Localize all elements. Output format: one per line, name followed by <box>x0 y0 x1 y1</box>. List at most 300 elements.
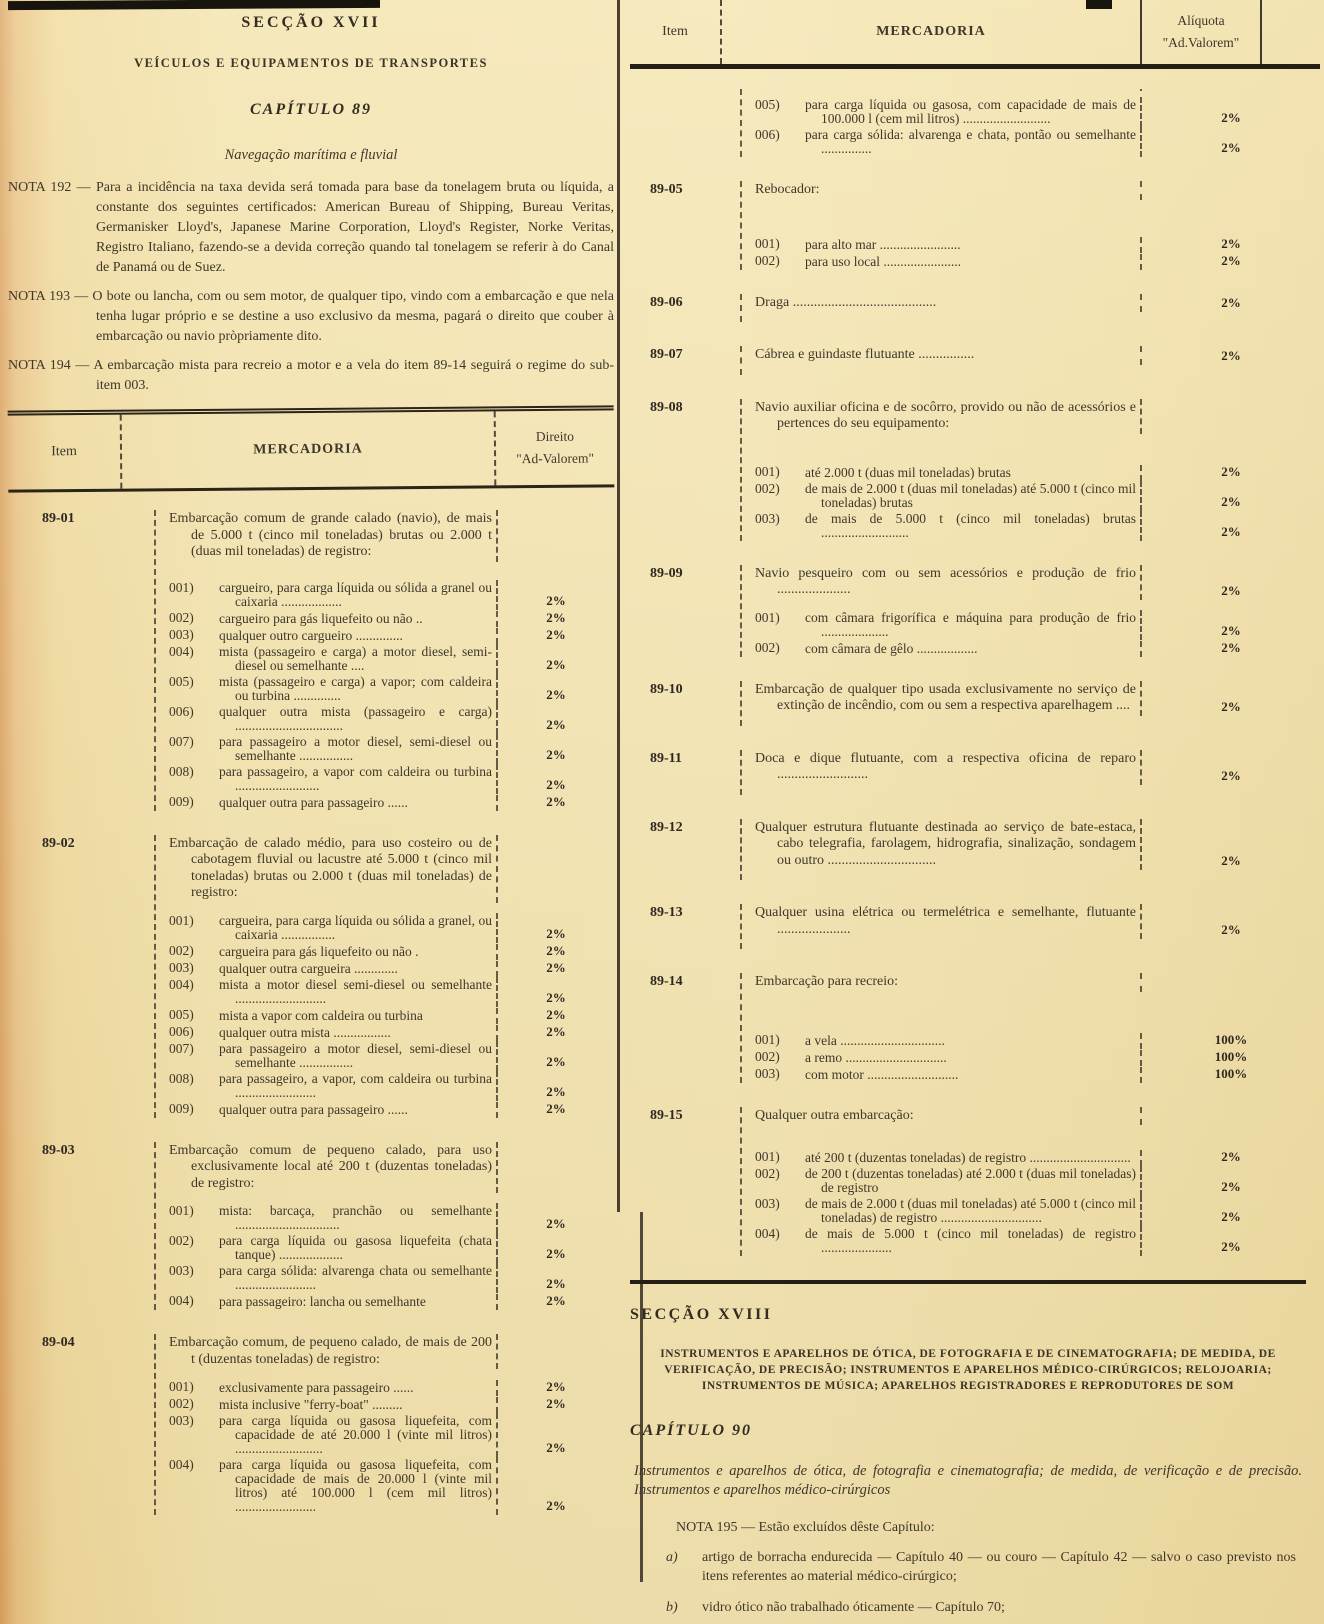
subitem-list <box>169 1379 614 1515</box>
subitem-text: a remo .............................. <box>805 1050 1142 1066</box>
tariff-entry <box>8 510 614 811</box>
entry-description <box>755 89 1142 91</box>
exclusion-item <box>630 1598 1306 1617</box>
subitem-rate: 2% <box>546 1216 566 1231</box>
entry-description-row <box>755 904 1320 939</box>
chapter-subtitle: Instrumentos e aparelhos de ótica, de fotografia e cinematografia; de medida, de verificação e de precisão. Instrumentos e aparelhos médico-cirúrgicos <box>634 1463 1302 1498</box>
subitem-text: para uso local ....................... <box>805 254 1142 270</box>
exclusion-list <box>630 1548 1306 1617</box>
subitem-number: 001) <box>169 579 194 595</box>
subitem-number: 005) <box>169 1006 194 1022</box>
entry-main <box>740 750 1320 795</box>
subitem-rate: 2% <box>546 609 566 625</box>
subitem-number: 007) <box>169 733 194 749</box>
tariff-subitem <box>755 1149 1320 1166</box>
tariff-entry <box>630 750 1320 795</box>
subitem-text: qualquer outra mista ................. <box>219 1025 498 1041</box>
tariff-subitem <box>169 610 614 627</box>
subitem-number: 002) <box>755 1048 780 1064</box>
subitem-list <box>755 1149 1320 1256</box>
section-title: SECÇÃO XVIII <box>630 1306 773 1323</box>
column-divider-rule <box>617 0 620 1212</box>
subitem-rate: 2% <box>546 1396 566 1411</box>
entry-rate: 2% <box>1221 582 1241 598</box>
table-header <box>630 0 1320 69</box>
subitem-text: para passageiro a motor diesel, semi-diesel ou semelhante ................ <box>219 1041 498 1071</box>
subitem-number: 003) <box>755 510 780 526</box>
tariff-subitem <box>755 640 1320 657</box>
header-item: Item <box>662 24 688 39</box>
subitem-rate: 2% <box>546 1053 566 1069</box>
note-text: Para a incidência na taxa devida será tomada para base da tonelagem bruta ou líquida, a constante dos seguintes certificados: American Bureau of Shipping, Bureau Veritas, Germanisker Lloyd's, Japanese Marine Corporation, Lloyd's Register, Norke Veritas, Registro Italiano, fazendo-se a devida correção quando tal tonelagem se referir à do Canal de Panamá ou de Suez. <box>95 180 614 275</box>
subitem-rate: 2% <box>546 686 566 702</box>
subitem-number: 001) <box>755 463 780 479</box>
tariff-subitem <box>755 610 1320 640</box>
tariff-subitem <box>169 1457 614 1515</box>
subitem-rate: 2% <box>546 1023 566 1039</box>
tariff-subitem <box>169 1101 614 1118</box>
subitem-text: para carga líquida ou gasosa liquefeita, com capacidade de até 20.000 l (vinte mil litros) .......................... <box>219 1413 498 1457</box>
subitem-number: 006) <box>169 703 194 719</box>
entry-description: Qualquer estrutura flutuante destinada ao serviço de bate-estaca, cabo telegrafia, farolagem, hidrografia, sinalização, sondagem ou outro ............................... <box>755 819 1142 871</box>
tariff-subitem <box>169 1396 614 1413</box>
entry-item-number: 89-11 <box>650 750 682 766</box>
entry-main <box>740 681 1320 726</box>
subitem-text: mista a vapor com caldeira ou turbina <box>219 1008 498 1024</box>
entry-item-number: 89-03 <box>42 1142 75 1158</box>
subitem-rate: 2% <box>1221 622 1241 638</box>
subitem-text: até 200 t (duzentas toneladas) de registro .............................. <box>805 1150 1142 1166</box>
exclusion-letter: a) <box>666 1550 678 1565</box>
subitem-text: de 200 t (duzentas toneladas) até 2.000 t (duas mil toneladas) de registro <box>805 1166 1142 1196</box>
tariff-subitem <box>755 253 1320 270</box>
subitem-rate: 2% <box>546 989 566 1005</box>
note-text: O bote ou lancha, com ou sem motor, de qualquer tipo, vindo com a embarcação e que nela tenha lugar próprio e se destine a uso exclusivo da mesma, pagará o direito que couber à embarcação ou navio pròpriamente dito. <box>92 289 614 344</box>
subitem-list <box>755 236 1320 270</box>
subitem-number: 009) <box>169 793 194 809</box>
entry-rate <box>1142 90 1320 91</box>
tariff-entry <box>630 181 1320 270</box>
chapter-subtitle: Navegação marítima e fluvial <box>224 147 398 163</box>
subitem-number: 004) <box>169 1457 194 1472</box>
table-body <box>630 89 1320 1256</box>
entry-item-number: 89-10 <box>650 681 683 697</box>
subitem-text: para carga líquida ou gasosa, com capacidade de mais de 100.000 l (cem mil litros) .......................... <box>805 97 1142 127</box>
entry-item-number: 89-01 <box>42 511 75 526</box>
section-subtitle: INSTRUMENTOS E APARELHOS DE ÓTICA, DE FOTOGRAFIA E DE CINEMATOGRAFIA; DE MEDIDA, DE VERIFICAÇÃO, DE PRECISÃO; INSTRUMENTOS E APARELHOS MÉDICO-CIRÚRGICOS; RELOJOARIA; INSTRUMENTOS DE MÚSICA; APARELHOS REGISTRADORES E REPRODUTORES DE SOM <box>660 1348 1276 1392</box>
entry-rate: 2% <box>1221 853 1241 868</box>
entry-main <box>154 1334 614 1515</box>
subitem-number: 001) <box>169 1379 194 1394</box>
tariff-subitem <box>169 734 614 764</box>
subitem-rate: 2% <box>546 592 566 608</box>
subitem-rate: 2% <box>1221 252 1241 268</box>
entry-main <box>740 1107 1320 1257</box>
tariff-subitem <box>169 943 614 960</box>
tariff-subitem <box>169 977 614 1007</box>
entry-description-row <box>755 750 1320 785</box>
subitem-rate: 2% <box>1221 493 1241 509</box>
subitem-number: 002) <box>755 480 780 496</box>
entry-rate: 2% <box>1221 347 1241 363</box>
subitem-rate: 2% <box>546 1379 566 1394</box>
entry-item-number: 89-06 <box>650 294 683 310</box>
tariff-subitem <box>755 1166 1320 1196</box>
tariff-subitem <box>169 1071 614 1101</box>
tariff-entry <box>630 89 1320 157</box>
entry-description: Qualquer usina elétrica ou termelétrica e semelhante, flutuante ..................... <box>755 904 1142 939</box>
entry-item-number <box>630 89 740 157</box>
tariff-entry <box>630 294 1320 323</box>
subitem-text: até 2.000 t (duas mil toneladas) brutas <box>805 465 1142 481</box>
tariff-entry <box>8 835 614 1118</box>
subitem-number: 007) <box>169 1040 194 1056</box>
subitem-rate: 2% <box>1221 1239 1241 1254</box>
subitem-number: 002) <box>755 1166 780 1181</box>
subitem-text: mista (passageiro e carga) a vapor; com caldeira ou turbina .............. <box>219 674 498 704</box>
tariff-subitem <box>755 464 1320 481</box>
entry-main <box>154 510 614 811</box>
subitem-number: 002) <box>755 639 780 655</box>
entry-main <box>740 819 1320 881</box>
subitem-rate: 2% <box>546 793 566 809</box>
entry-description-row <box>755 973 1320 992</box>
tariff-subitem <box>755 236 1320 253</box>
tariff-subitem <box>755 1226 1320 1256</box>
entry-rate <box>1142 991 1320 992</box>
subitem-number: 001) <box>169 1203 194 1218</box>
subitem-rate: 100% <box>1214 1031 1248 1047</box>
subitem-number: 001) <box>755 1149 780 1164</box>
subitem-text: de mais de 2.000 t (duas mil toneladas) até 5.000 t (cinco mil toneladas) brutas <box>805 481 1142 511</box>
note-text: Estão excluídos dêste Capítulo: <box>758 1520 935 1535</box>
subitem-rate: 2% <box>546 1498 566 1513</box>
subitem-list <box>169 1203 614 1310</box>
entry-description-row <box>169 835 614 903</box>
subitem-rate: 2% <box>1221 140 1241 155</box>
tariff-subitem <box>169 764 614 794</box>
subitem-number: 005) <box>755 97 780 112</box>
left-column <box>8 0 614 1539</box>
subitem-number: 004) <box>169 1293 194 1308</box>
subitem-rate: 2% <box>1221 1179 1241 1194</box>
subitem-rate: 2% <box>546 1246 566 1261</box>
entry-main <box>740 346 1320 375</box>
entry-description-row <box>755 294 1320 313</box>
entry-rate: 2% <box>1221 767 1241 783</box>
entry-rate <box>498 561 614 562</box>
entry-description-row <box>755 565 1320 600</box>
tariff-subitem <box>169 794 614 811</box>
subitem-number: 003) <box>169 959 194 975</box>
tariff-entry <box>630 565 1320 657</box>
tariff-subitem <box>755 481 1320 511</box>
exclusion-letter: b) <box>666 1600 678 1615</box>
entry-description: Rebocador: <box>755 181 1142 200</box>
subitem-number: 009) <box>169 1100 194 1116</box>
subitem-text: para passageiro: lancha ou semelhante <box>219 1294 498 1310</box>
entry-description-row <box>755 399 1320 434</box>
entry-main <box>740 181 1320 270</box>
entry-rate <box>1142 199 1320 200</box>
tariff-subitem <box>755 1032 1320 1049</box>
subitem-number: 006) <box>169 1023 194 1039</box>
tariff-subitem <box>169 1024 614 1041</box>
right-column <box>630 0 1320 1617</box>
subitem-number: 003) <box>755 1065 780 1081</box>
tariff-subitem <box>755 1049 1320 1066</box>
entry-description-row <box>755 181 1320 200</box>
subitem-rate: 2% <box>1221 1209 1241 1224</box>
subitem-number: 006) <box>755 127 780 142</box>
subitem-text: com motor ........................... <box>805 1067 1142 1083</box>
subitem-list <box>169 913 614 1118</box>
subitem-list <box>755 97 1320 157</box>
subitem-rate: 2% <box>1221 463 1241 479</box>
subitem-number: 008) <box>169 1070 194 1086</box>
subitem-rate: 2% <box>546 746 566 762</box>
entry-description: Embarcação comum de grande calado (navio), de mais de 5.000 t (cinco mil toneladas) brutas ou 2.000 t (duas mil toneladas) de registro: <box>169 510 498 562</box>
subitem-text: para carga sólida: alvarenga chata ou semelhante ........................ <box>219 1263 498 1293</box>
tariff-entry <box>8 1142 614 1311</box>
entry-description-row <box>169 510 614 562</box>
tariff-entry <box>630 973 1320 1083</box>
subitem-text: de mais de 2.000 t (duas mil toneladas) até 5.000 t (cinco mil toneladas) de registro .............................. <box>805 1196 1142 1226</box>
subitem-text: mista (passageiro e carga) a motor diesel, semi-diesel ou semelhante .... <box>219 644 498 674</box>
entry-description: Embarcação comum, de pequeno calado, de mais de 200 t (duzentas toneladas) de registro: <box>169 1334 498 1369</box>
tariff-entry <box>630 1107 1320 1257</box>
subitem-number: 008) <box>169 763 194 779</box>
subitem-number: 005) <box>169 673 194 689</box>
entry-item-number: 89-05 <box>650 182 683 197</box>
chapter-title: CAPÍTULO 90 <box>630 1422 752 1439</box>
subitem-number: 004) <box>169 643 194 659</box>
subitem-rate: 2% <box>546 1083 566 1099</box>
section-subtitle: VEÍCULOS E EQUIPAMENTOS DE TRANSPORTES <box>134 56 488 70</box>
subitem-text: para passageiro a motor diesel, semi-diesel ou semelhante ................ <box>219 734 498 764</box>
entry-item-number: 89-13 <box>650 905 683 920</box>
subitem-number: 003) <box>169 1413 194 1428</box>
tariff-subitem <box>169 580 614 610</box>
note-paragraph <box>630 1520 1306 1536</box>
entry-item-number: 89-14 <box>650 974 683 989</box>
tariff-entry <box>630 681 1320 726</box>
chapter-notes <box>8 178 614 396</box>
entry-description: Cábrea e guindaste flutuante ................ <box>755 346 1142 365</box>
subitem-rate: 2% <box>1221 1149 1241 1164</box>
header-rate-line1: Direito <box>535 428 575 445</box>
subitem-text: a vela ............................... <box>805 1033 1142 1049</box>
subitem-text: para carga líquida ou gasosa liquefeita, com capacidade de mais de 20.000 l (vinte mil litros) até 100.000 l (cem mil litros) ........................ <box>219 1457 498 1515</box>
subitem-text: de mais de 5.000 t (cinco mil toneladas) brutas .......................... <box>805 511 1142 541</box>
subitem-number: 003) <box>169 1263 194 1278</box>
subitem-rate: 2% <box>546 1006 566 1022</box>
tariff-subitem <box>169 1007 614 1024</box>
header-rate <box>1140 0 1262 64</box>
subitem-rate: 2% <box>546 1276 566 1291</box>
subitem-rate: 2% <box>546 1100 566 1116</box>
header-mercadoria: MERCADORIA <box>120 411 497 488</box>
entry-main <box>740 399 1320 541</box>
tariff-entry <box>630 399 1320 541</box>
subitem-rate: 2% <box>1221 523 1241 539</box>
note-label: NOTA 193 — <box>8 289 93 304</box>
entry-rate <box>1142 433 1320 434</box>
entry-description-row <box>169 1334 614 1369</box>
header-mercadoria: MERCADORIA <box>720 0 1140 64</box>
tariff-subitem <box>169 913 614 943</box>
exclusion-text: vidro ótico não trabalhado óticamente — Capítulo 70; <box>702 1600 1005 1615</box>
note-label: NOTA 194 — <box>8 358 94 373</box>
entry-item-number: 89-04 <box>42 1335 75 1350</box>
subitem-text: mista a motor diesel semi-diesel ou semelhante ........................... <box>219 977 498 1007</box>
tariff-entry <box>8 1334 614 1515</box>
entry-item-number: 89-09 <box>650 565 683 581</box>
entry-main <box>740 294 1320 323</box>
entry-rate: 2% <box>1221 698 1241 714</box>
subitem-rate: 2% <box>546 942 566 958</box>
note-paragraph <box>8 287 614 347</box>
subitem-text: cargueiro para gás liquefeito ou não .. <box>219 611 498 627</box>
subitem-rate: 100% <box>1214 1048 1248 1064</box>
header-rate-line2: "Ad.Valorem" <box>1162 35 1240 50</box>
exclusion-text: artigo de borracha endurecida — Capítulo 40 — ou couro — Capítulo 42 — salvo o caso previsto nos itens referentes ao material médico-cirúrgico; <box>702 1550 1296 1584</box>
subitem-text: cargueiro, para carga líquida ou sólida a granel ou caixaria .................. <box>219 580 498 610</box>
subitem-text: para alto mar ........................ <box>805 237 1142 253</box>
subitem-text: para passageiro, a vapor, com caldeira ou turbina ........................ <box>219 1071 498 1101</box>
subitem-rate: 2% <box>546 959 566 975</box>
subitem-text: qualquer outro cargueiro .............. <box>219 628 498 644</box>
entry-rate <box>498 1368 614 1369</box>
tariff-subitem <box>169 704 614 734</box>
entry-item-number: 89-07 <box>650 347 683 362</box>
tariff-subitem <box>169 960 614 977</box>
header-item: Item <box>51 444 77 460</box>
subitem-text: cargueira para gás liquefeito ou não . <box>219 944 498 960</box>
entry-description: Embarcação comum de pequeno calado, para uso exclusivamente local até 200 t (duzentas toneladas) de registro: <box>169 1142 498 1194</box>
tariff-entry <box>630 904 1320 949</box>
entry-main <box>740 973 1320 1083</box>
tariff-subitem <box>169 1233 614 1263</box>
entry-description-row <box>755 1107 1320 1126</box>
subitem-rate: 2% <box>1221 110 1241 125</box>
note-label: NOTA 192 — <box>8 180 96 195</box>
table-body <box>8 510 614 1515</box>
entry-rate <box>1142 1124 1320 1125</box>
entry-rate <box>498 902 614 903</box>
subitem-number: 003) <box>169 626 194 642</box>
note-text: A embarcação mista para recreio a motor e a vela do item 89-14 seguirá o regime do sub-item 003. <box>93 358 614 393</box>
section-title: SECÇÃO XVII <box>241 14 381 31</box>
subitem-rate: 2% <box>546 1440 566 1455</box>
entry-rate: 2% <box>1221 922 1241 937</box>
entry-description: Doca e dique flutuante, com a respectiva oficina de reparo .......................... <box>755 750 1142 785</box>
tariff-subitem <box>169 1413 614 1457</box>
tariff-subitem <box>169 644 614 674</box>
subitem-text: qualquer outra para passageiro ...... <box>219 1102 498 1118</box>
entry-description-row <box>169 1142 614 1194</box>
subitem-list <box>169 580 614 811</box>
header-rate-line1: Alíquota <box>1177 13 1225 28</box>
entry-item-number: 89-12 <box>650 819 683 835</box>
subitem-text: com câmara frigorífica e máquina para produção de frio .................... <box>805 610 1142 640</box>
tariff-subitem <box>755 127 1320 157</box>
table-header <box>8 405 615 492</box>
subitem-rate: 2% <box>546 925 566 941</box>
entry-rate: 2% <box>1221 295 1241 310</box>
entry-description: Navio auxiliar oficina e de socôrro, provido ou não de acessórios e pertences do seu equipamento: <box>755 399 1142 434</box>
subitem-number: 002) <box>169 609 194 625</box>
subitem-list <box>755 1032 1320 1083</box>
tariff-subitem <box>755 97 1320 127</box>
subitem-rate: 2% <box>1221 235 1241 251</box>
note-paragraph <box>8 178 614 278</box>
entry-item-number: 89-02 <box>42 835 75 851</box>
subitem-list <box>755 610 1320 657</box>
subitem-rate: 2% <box>546 1293 566 1308</box>
subitem-number: 002) <box>169 1396 194 1411</box>
entry-description-row <box>755 346 1320 365</box>
entry-rate <box>498 1192 614 1193</box>
subitem-number: 001) <box>169 912 194 928</box>
subitem-rate: 100% <box>1214 1065 1248 1081</box>
entry-description: Navio pesqueiro com ou sem acessórios e produção de frio ..................... <box>755 565 1142 600</box>
entry-description-row <box>755 89 1320 91</box>
subitem-text: cargueira, para carga líquida ou sólida a granel, ou caixaria ................ <box>219 913 498 943</box>
entry-description-row <box>755 681 1320 716</box>
section-17-heading <box>8 14 614 164</box>
tariff-entry <box>630 819 1320 881</box>
tariff-subitem <box>169 1263 614 1293</box>
subitem-number: 002) <box>169 1233 194 1248</box>
tariff-table-left <box>8 408 614 1515</box>
entry-item-number: 89-15 <box>650 1107 683 1123</box>
entry-main <box>740 904 1320 949</box>
subitem-list <box>755 464 1320 541</box>
subitem-number: 002) <box>169 942 194 958</box>
entry-description: Embarcação de calado médio, para uso costeiro ou de cabotagem fluvial ou lacustre até 5.000 t (cinco mil toneladas) brutas ou 2.000 t (duas mil toneladas) de registro: <box>169 835 498 903</box>
tariff-subitem <box>169 1293 614 1310</box>
section-18-block <box>630 1280 1306 1617</box>
tariff-entry <box>630 346 1320 375</box>
header-rate <box>496 410 615 485</box>
entry-main <box>740 89 1320 157</box>
header-rate-line2: "Ad-Valorem" <box>516 450 595 467</box>
entry-item-number: 89-08 <box>650 399 683 415</box>
subitem-text: exclusivamente para passageiro ...... <box>219 1380 498 1396</box>
subitem-text: qualquer outra cargueira ............. <box>219 961 498 977</box>
header-filler <box>1262 0 1320 64</box>
subitem-text: qualquer outra para passageiro ...... <box>219 795 498 811</box>
subitem-text: para carga líquida ou gasosa liquefeita (chata tanque) ................... <box>219 1233 498 1263</box>
subitem-number: 004) <box>169 976 194 992</box>
subitem-rate: 2% <box>546 776 566 792</box>
subitem-number: 001) <box>755 235 780 251</box>
tariff-subitem <box>755 511 1320 541</box>
tariff-subitem <box>755 1196 1320 1226</box>
subitem-number: 004) <box>755 1226 780 1241</box>
entry-main <box>740 565 1320 657</box>
entry-description: Embarcação para recreio: <box>755 973 1142 992</box>
subitem-text: com câmara de gêlo .................. <box>805 641 1142 657</box>
subitem-rate: 2% <box>1221 639 1241 655</box>
tariff-subitem <box>169 1203 614 1233</box>
subitem-text: mista inclusive "ferry-boat" ......... <box>219 1397 498 1413</box>
tariff-subitem <box>169 674 614 704</box>
entry-main <box>154 1142 614 1311</box>
entry-description: Qualquer outra embarcação: <box>755 1107 1142 1126</box>
subitem-number: 002) <box>755 252 780 268</box>
